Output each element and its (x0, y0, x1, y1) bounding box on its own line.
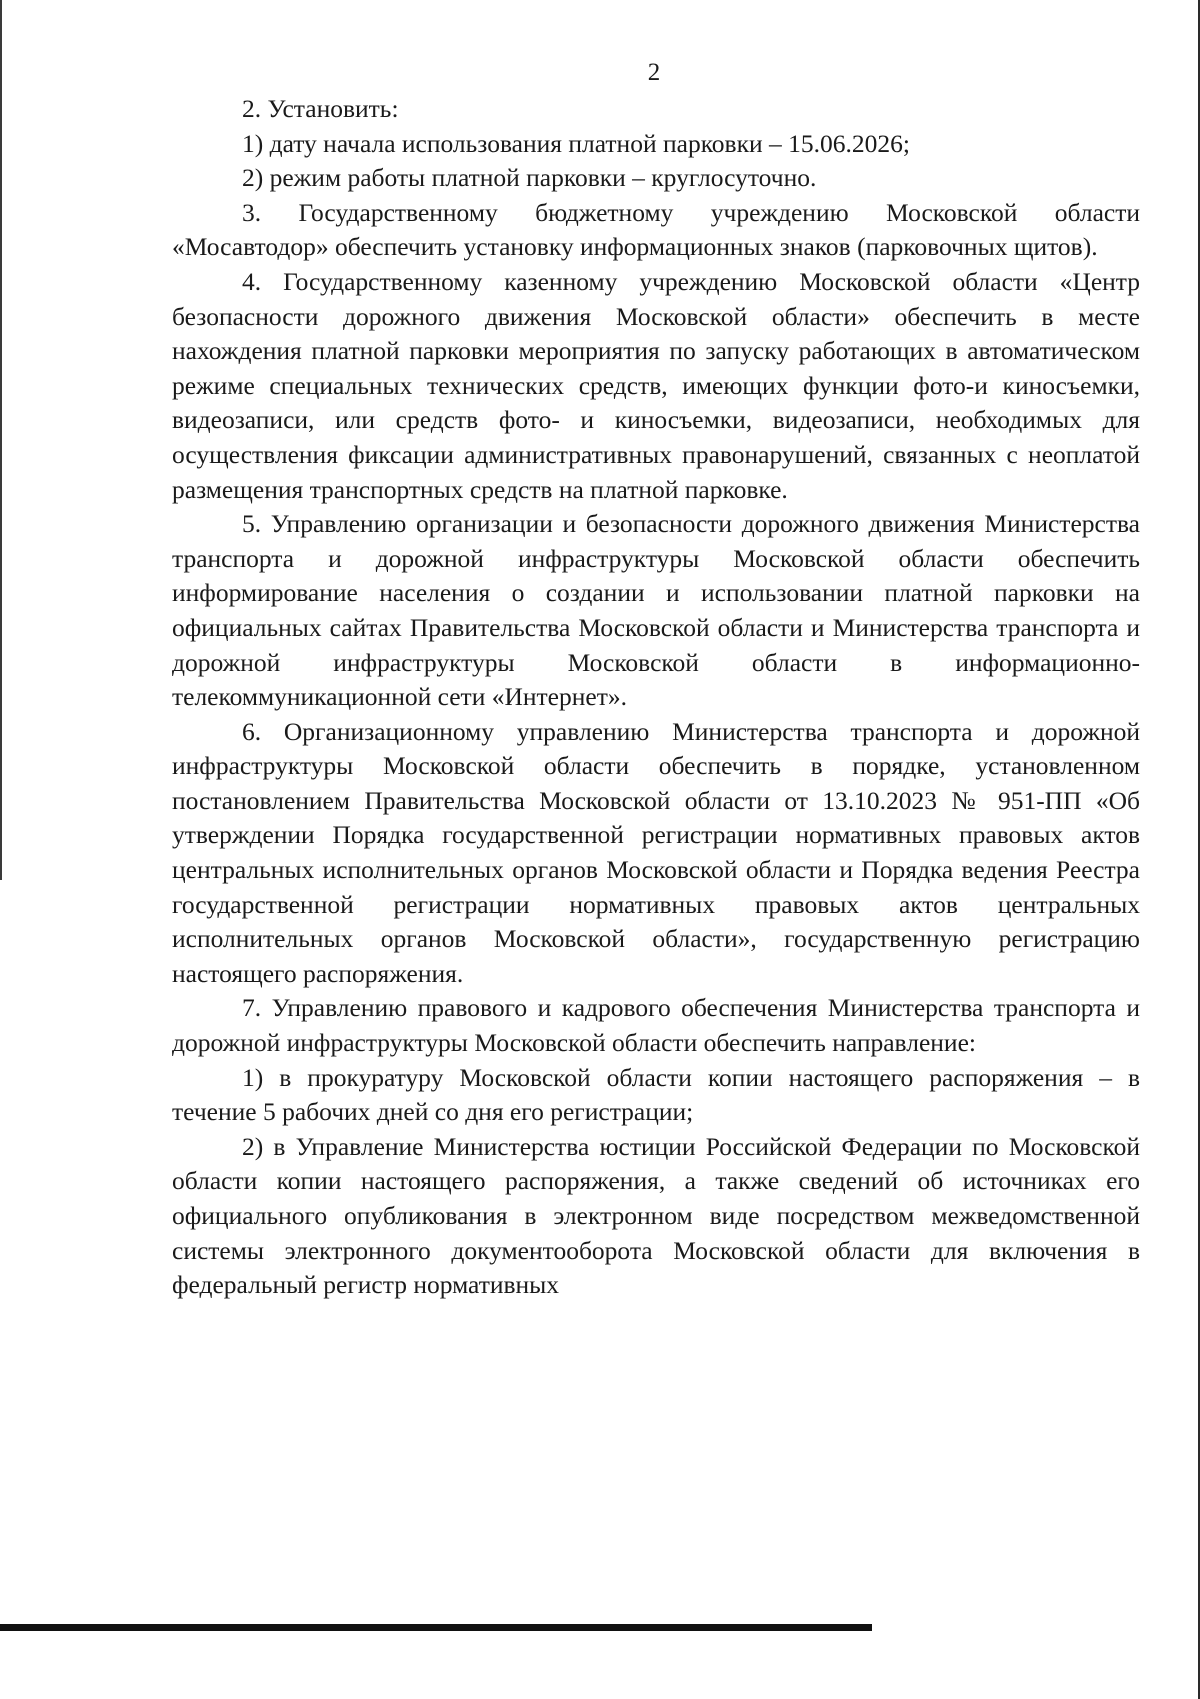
paragraph-2-item-2: 2) режим работы платной парковки – круглосуточно. (242, 163, 817, 193)
paragraph-6: 6. Организационному управлению Министерства транспорта и дорожной инфраструктуры Московской области обеспечить в порядке, установленном постановлением Правительства Московской области от 13.10.2023 № 951-ПП «Об утверждении Порядка государственной регистрации нормативных правовых актов центральных исполнительных органов Московской области и Порядка ведения Реестра государственной регистрации нормативных правовых актов центральных исполнительных органов Московской области», государственную регистрацию настоящего распоряжения. (172, 716, 1140, 988)
paragraph-3: 3. Государственному бюджетному учреждению Московской области «Мосавтодор» обеспечить установку информационных знаков (парковочных щитов). (172, 197, 1140, 262)
paragraph-4: 4. Государственному казенному учреждению Московской области «Центр безопасности дорожного движения Московской области» обеспечить в месте нахождения платной парковки мероприятия по запуску работающих в автоматическом режиме специальных технических средств, имеющих функции фото-и киносъемки, видеозаписи, или средств фото- и киносъемки, видеозаписи, необходимых для осуществления фиксации административных правонарушений, связанных с неоплатой размещения транспортных средств на платной парковке. (172, 266, 1140, 504)
scan-left-edge (0, 0, 2, 880)
paragraph-7-item-1: 1) в прокуратуру Московской области копии настоящего распоряжения – в течение 5 рабочих дней со дня его регистрации; (172, 1062, 1140, 1127)
document-body (172, 92, 1140, 1303)
paragraph-5: 5. Управлению организации и безопасности дорожного движения Министерства транспорта и дорожной инфраструктуры Московской области обеспечить информирование населения о создании и использовании платной парковки на официальных сайтах Правительства Московской области и Министерства транспорта и дорожной инфраструктуры Московской области в информационно-телекоммуникационной сети «Интернет». (172, 509, 1140, 712)
paragraph-2-item-1: 1) дату начала использования платной парковки – 15.06.2026; (242, 128, 910, 158)
page-number: 2 (647, 59, 661, 86)
scan-bottom-bar (0, 1624, 872, 1631)
paragraph-7: 7. Управлению правового и кадрового обеспечения Министерства транспорта и дорожной инфраструктуры Московской области обеспечить направление: (172, 993, 1140, 1058)
paragraph-2-heading: 2. Установить: (242, 94, 399, 123)
paragraph-7-item-2: 2) в Управление Министерства юстиции Российской Федерации по Московской области копии настоящего распоряжения, а также сведений об источниках его официального опубликования в электронном виде посредством межведомственной системы электронного документооборота Московской области для включения в федеральный регистр нормативных (172, 1131, 1140, 1300)
